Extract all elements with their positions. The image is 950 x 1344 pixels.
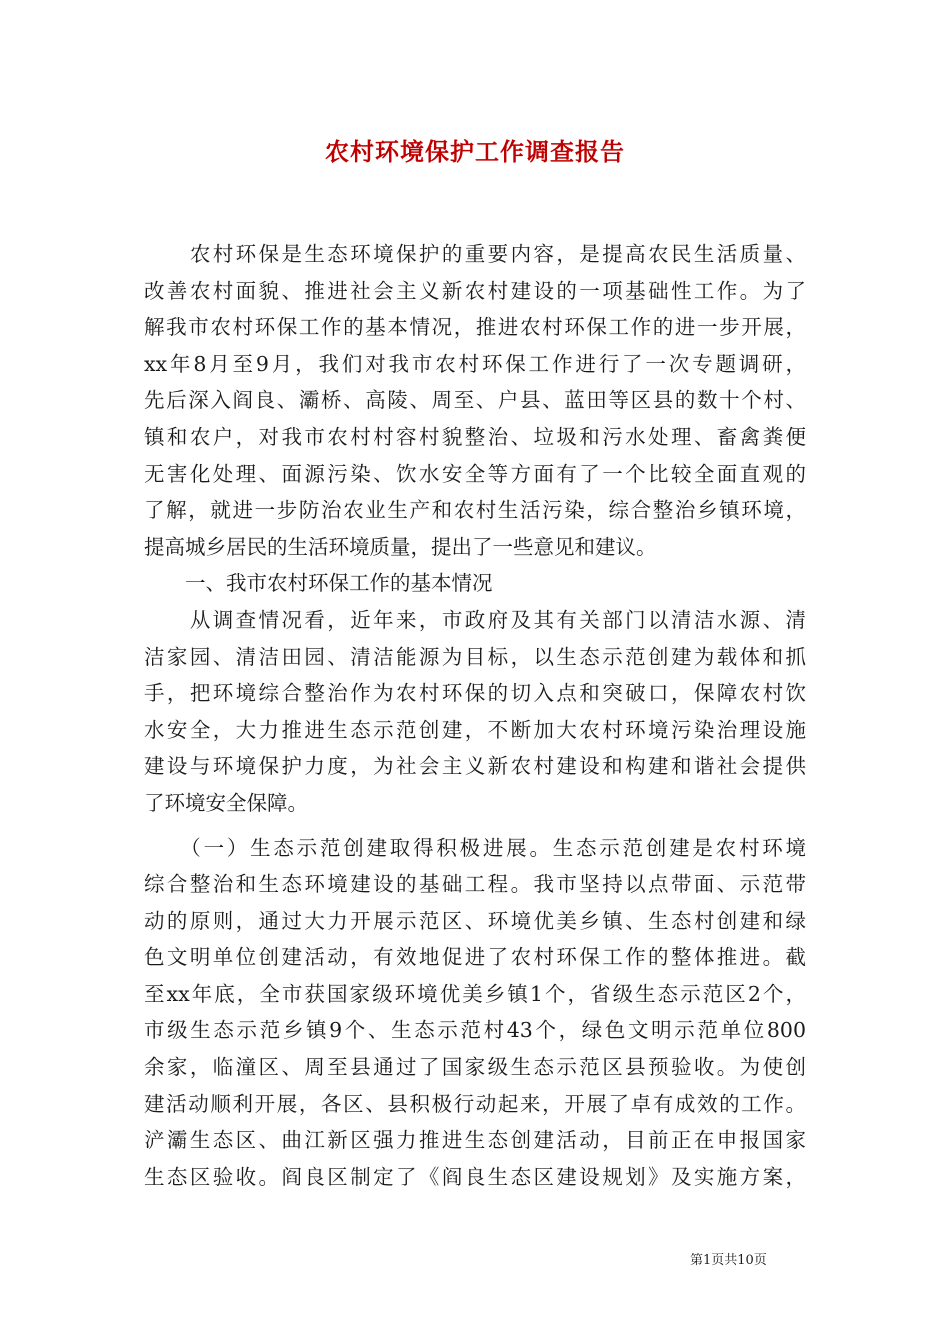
body-line: 洁家园、清洁田园、清洁能源为目标，以生态示范创建为载体和抓 [144, 644, 806, 669]
body-line: （一）生态示范创建取得积极进展。生态示范创建是农村环境 [144, 835, 806, 860]
body-line: 建活动顺利开展，各区、县积极行动起来，开展了卓有成效的工作。 [144, 1091, 806, 1116]
page-number: 第1页共10页 [690, 1253, 767, 1268]
body-line: 至xx年底，全市获国家级环境优美乡镇1个，省级生态示范区2个， [144, 981, 806, 1006]
body-line: 从调查情况看，近年来，市政府及其有关部门以清洁水源、清 [144, 607, 806, 632]
body-line: 建设与环境保护力度，为社会主义新农村建设和构建和谐社会提供 [144, 754, 806, 779]
paragraph-gap [144, 822, 806, 830]
body-line: 镇和农户，对我市农村村容村貌整治、垃圾和污水处理、畜禽粪便 [144, 424, 806, 449]
body-line: 手，把环境综合整治作为农村环保的切入点和突破口，保障农村饮 [144, 681, 806, 706]
body-line: 余家，临潼区、周至县通过了国家级生态示范区县预验收。为使创 [144, 1055, 806, 1080]
body-line: 先后深入阎良、灞桥、高陵、周至、户县、蓝田等区县的数十个村、 [144, 388, 806, 413]
body-line: xx年8月至9月，我们对我市农村环保工作进行了一次专题调研， [144, 351, 806, 376]
body-line: 无害化处理、面源污染、饮水安全等方面有了一个比较全面直观的 [144, 461, 806, 486]
section-heading: 一、我市农村环保工作的基本情况 [144, 571, 493, 596]
document-title: 农村环境保护工作调查报告 [325, 137, 625, 166]
body-line: 解我市农村环保工作的基本情况，推进农村环保工作的进一步开展， [144, 315, 806, 340]
body-line: 综合整治和生态环境建设的基础工程。我市坚持以点带面、示范带 [144, 872, 806, 897]
body-line: 改善农村面貌、推进社会主义新农村建设的一项基础性工作。为了 [144, 278, 806, 303]
body-line: 色文明单位创建活动，有效地促进了农村环保工作的整体推进。截 [144, 945, 806, 970]
body-line: 了环境安全保障。 [144, 790, 308, 815]
body-line: 水安全，大力推进生态示范创建，不断加大农村环境污染治理设施 [144, 717, 806, 742]
body-line: 浐灞生态区、曲江新区强力推进生态创建活动，目前正在申报国家 [144, 1128, 806, 1153]
body-line: 了解，就进一步防治农业生产和农村生活污染，综合整治乡镇环境， [144, 498, 806, 523]
body-line: 动的原则，通过大力开展示范区、环境优美乡镇、生态村创建和绿 [144, 908, 806, 933]
body-line: 生态区验收。阎良区制定了《阎良生态区建设规划》及实施方案， [144, 1164, 806, 1189]
body-line: 农村环保是生态环境保护的重要内容，是提高农民生活质量、 [144, 242, 806, 266]
document-body [144, 236, 806, 1195]
body-line: 市级生态示范乡镇9个、生态示范村43个，绿色文明示范单位800 [144, 1018, 806, 1043]
body-line: 提高城乡居民的生活环境质量，提出了一些意见和建议。 [144, 534, 657, 559]
